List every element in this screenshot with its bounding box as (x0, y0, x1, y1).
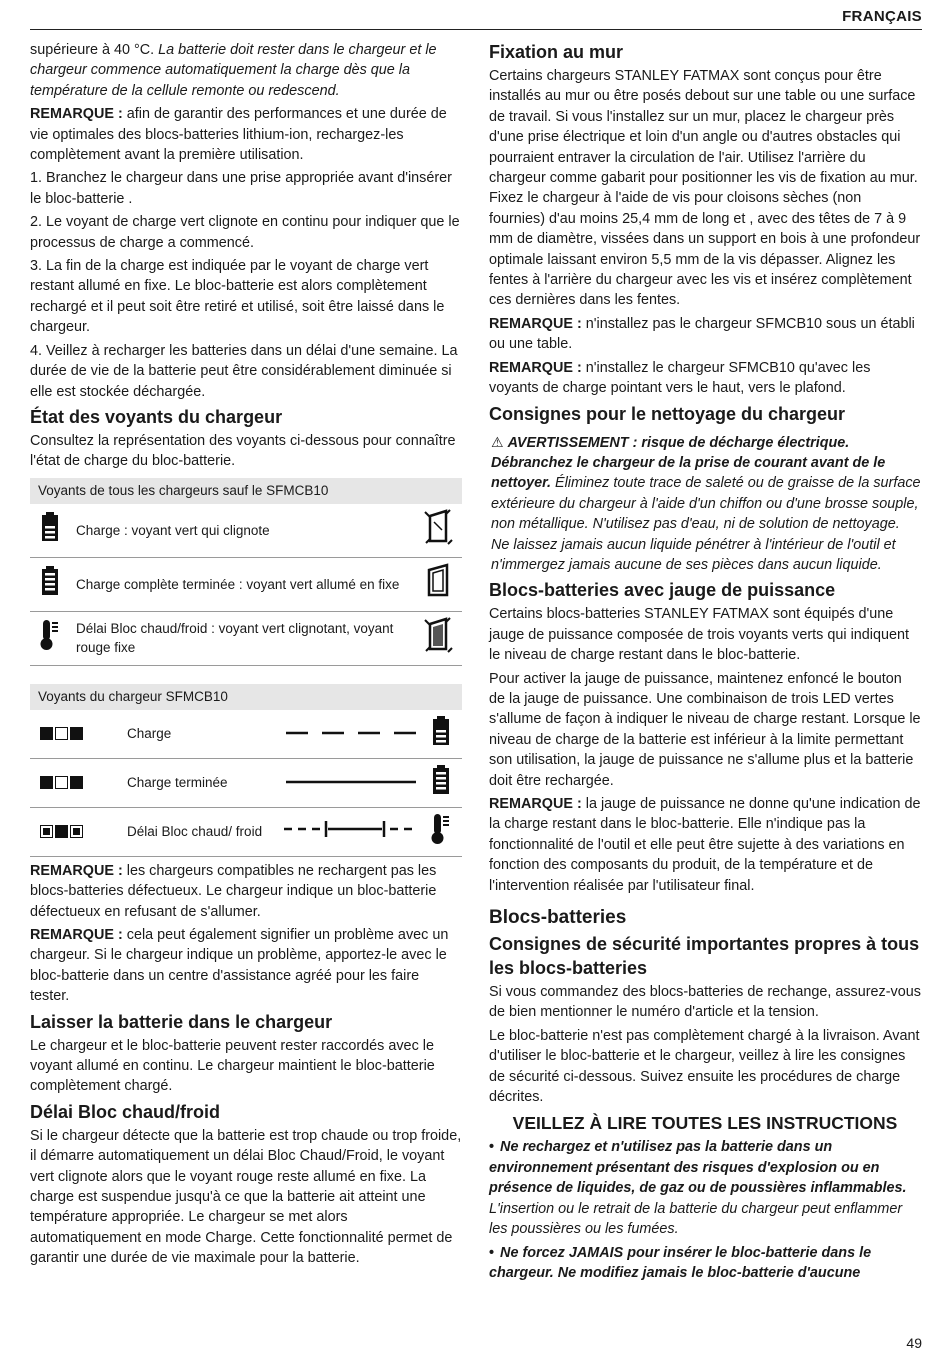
led-on-icon (40, 727, 53, 740)
note-jauge (489, 794, 921, 896)
table-row (30, 557, 462, 611)
note-label: REMARQUE : (489, 359, 582, 376)
table-row (30, 504, 462, 558)
blinking-indicator-icon (414, 504, 462, 558)
paragraph-jauge-2: Pour activer la jauge de puissance, maintenez enfoncé le bouton de la jauge de puissance. Une combinaison de trois LED vertes s'allume de façon à indiquer le niveau de charge restant. Lorsque le niveau de charge de la batterie est inférieur à la limite permettant son utilisation, la jauge de puissance ne s'allume plus et la batterie doit être rechargée. (489, 670, 921, 789)
indicator-table-sfmcb10 (30, 684, 462, 857)
note-orientation (489, 358, 921, 399)
bullet-icon: • (489, 1139, 495, 1156)
warning-nettoyage (489, 432, 921, 576)
heading-jauge-puissance: Blocs-batteries avec jauge de puissance (489, 580, 836, 601)
battery-full-icon (420, 758, 462, 807)
bullet-explosion (489, 1137, 921, 1239)
paragraph-commande: Si vous commandez des blocs-batteries de rechange, assurez-vous de bien mentionner le numéro d'article et la tension. (489, 984, 921, 1021)
heading-veillez-lire: VEILLEZ À LIRE TOUTES LES INSTRUCTIONS (512, 1113, 898, 1134)
led-pattern (30, 758, 121, 807)
note-label: REMARQUE : (489, 796, 582, 812)
heading-delai-chaud-froid: Délai Bloc chaud/froid (30, 1101, 221, 1122)
heading-laisser-batterie: Laisser la batterie dans le chargeur (30, 1011, 333, 1032)
solid-pattern-icon (277, 758, 420, 807)
paragraph-temperature (30, 40, 462, 101)
step-4: 4. Veillez à recharger les batteries dans un délai d'une semaine. La durée de vie de la batterie peut être considérablement diminuée si elle est stockée déchargée. (30, 342, 458, 400)
heading-consignes-securite: Consignes de sécurité importantes propres à tous les blocs-batteries (489, 934, 920, 979)
paragraph-text: supérieure à 40 °C. (30, 42, 159, 58)
battery-charging-icon (420, 710, 462, 759)
heading-fixation-mur: Fixation au mur (489, 42, 624, 62)
note-text: cela peut également signifier un problème avec un chargeur. Si le chargeur indique un problème, apportez-le avec le bloc-batterie dans un centre d'assistance agréé pour les faire tester. (30, 926, 449, 1005)
blinking-indicator-icon (414, 611, 462, 665)
led-on-icon (40, 776, 53, 789)
note-text: la jauge de puissance ne donne qu'une indication de la charge restant dans le bloc-batterie. Elle n'indique pas la fonctionnalité de l'outil et elle peut être sujette à des variations en fonction des composants du produit, de la température et de l'intervention réalisée par l'utilisateur final. (489, 796, 921, 894)
led-on-icon (70, 727, 83, 740)
note-text: afin de garantir des performances et une durée de vie optimales des blocs-batteries lithium-ion, rechargez-les complètement avant la première utilisation. (30, 106, 447, 164)
note-label: REMARQUE : (30, 106, 123, 123)
thermometer-icon (420, 807, 462, 856)
right-column (489, 40, 921, 1286)
table-header: Voyants du chargeur SFMCB10 (30, 684, 462, 710)
indicator-table-all-chargers (30, 478, 462, 666)
bullet-icon: • (489, 1244, 495, 1261)
note-label: REMARQUE : (489, 315, 582, 332)
left-column (30, 40, 462, 1272)
note-label: REMARQUE : (30, 926, 123, 943)
led-off-icon (55, 776, 68, 789)
battery-full-icon (30, 557, 70, 611)
paragraph-livraison: Le bloc-batterie n'est pas complètement chargé à la livraison. Avant d'utiliser le bloc-batterie et le chargeur, veillez à lire les consignes de sécurité ci-dessous. Suivez ensuite les procédures de charge décrites. (489, 1027, 920, 1106)
row-label: Charge : voyant vert qui clignote (70, 504, 414, 558)
row-label: Charge terminée (121, 758, 277, 807)
table-row (30, 807, 462, 856)
bullet-title: Ne rechargez et n'utilisez pas la batterie dans un environnement présentant des risques d'explosion ou en présence de liquides, de gaz ou de poussières inflammables. (489, 1139, 907, 1197)
note-sous-etabli (489, 314, 921, 355)
warning-triangle-icon: ⚠ (491, 433, 504, 450)
led-pattern (30, 807, 121, 856)
paragraph-delai: Si le chargeur détecte que la batterie est trop chaude ou trop froide, il démarre automatiquement un délai Bloc Chaud/Froid, le voyant vert clignote alors que le voyant rouge reste allumé en fixe. La charge est suspendue jusqu'à ce que la batterie ait atteint une température appropriée. Le chargeur se met alors automatiquement en mode Charge. Cette fonctionnalité permet de garantir une durée de vie maximale pour la batterie. (30, 1127, 462, 1267)
note-text: n'installez pas le chargeur SFMCB10 sous un établi ou une table. (489, 315, 915, 353)
bullet-title: Ne forcez JAMAIS pour insérer le bloc-batterie dans le chargeur. Ne modifiez jamais le bloc-batterie d'aucune (489, 1244, 872, 1281)
step-2: 2. Le voyant de charge vert clignote en continu pour indiquer que le processus de charge a commencé. (30, 214, 460, 251)
note-text: les chargeurs compatibles ne rechargent pas les blocs-batteries défectueux. Le chargeur indique un bloc-batterie défectueux en refusant de s'allumer. (30, 862, 437, 920)
step-3: 3. La fin de la charge est indiquée par le voyant de charge vert restant allumé en fixe. Le bloc-batterie est alors complètement rechargé et il peut soit être retiré et utilisé, soit être laissé dans le chargeur. (30, 258, 445, 336)
table-row (30, 710, 462, 759)
row-label: Délai Bloc chaud/froid : voyant vert clignotant, voyant rouge fixe (70, 611, 414, 665)
row-label: Charge complète terminée : voyant vert allumé en fixe (70, 557, 414, 611)
row-label: Charge (121, 710, 277, 759)
note-text: n'installez le chargeur SFMCB10 qu'avec les voyants de charge pointant vers le haut, vers le plafond. (489, 359, 871, 397)
heading-nettoyage: Consignes pour le nettoyage du chargeur (489, 403, 846, 424)
solid-indicator-icon (414, 557, 462, 611)
paragraph-laisser: Le chargeur et le bloc-batterie peuvent rester raccordés avec le voyant allumé en continu. Le chargeur maintient le bloc-batterie complètement chargé. (30, 1037, 435, 1095)
note-defective (30, 861, 462, 922)
table-row (30, 611, 462, 665)
dashed-pattern-icon (277, 710, 420, 759)
note-first-use (30, 104, 462, 165)
bullet-forcer (489, 1243, 921, 1284)
paragraph-etat: Consultez la représentation des voyants ci-dessous pour connaître l'état de charge du bloc-batterie. (30, 432, 456, 470)
heading-etat-voyants: État des voyants du chargeur (30, 406, 283, 427)
bullet-text: L'insertion ou le retrait de la batterie du chargeur peut enflammer les poussières ou les fumées. (489, 1200, 903, 1238)
table-row (30, 758, 462, 807)
row-label: Délai Bloc chaud/ froid (121, 807, 277, 856)
led-pattern (30, 710, 121, 759)
language-label: FRANÇAIS (842, 8, 922, 25)
led-frame-icon (70, 825, 83, 838)
header-rule (30, 29, 922, 30)
page-number: 49 (906, 1335, 922, 1351)
note-label: REMARQUE : (30, 862, 123, 879)
paragraph-jauge-1: Certains blocs-batteries STANLEY FATMAX sont équipés d'une jauge de puissance composée de trois voyants verts qui indiquent le niveau de charge restant dans le bloc-batterie. (489, 606, 909, 664)
led-frame-icon (40, 825, 53, 838)
note-charger-problem (30, 925, 462, 1007)
paragraph-fixation: Certains chargeurs STANLEY FATMAX sont conçus pour être installés au mur ou être posés debout sur une table ou une surface de travail. Si vous l'installez sur un mur, placez le chargeur près d'une prise électrique et loin d'un angle ou d'autres obstacles qui pourraient entraver la circulation de l'air. Utilisez l'arrière du chargeur comme gabarit pour positionner les vis de fixation au mur. Fixez le chargeur à l'aide de vis pour cloisons sèches (non fournies) d'au moins 25,4 mm de long et , avec des têtes de 7 à 9 mm de diamètre, vissées dans un support en bois à une profondeur optimale laissant environ 5,5 mm de la vis dépasser. Alignez les fentes à l'arrière du chargeur avec les vis et insérez complètement ces dernières dans les fentes. (489, 68, 921, 309)
battery-charging-icon (30, 504, 70, 558)
heading-blocs-batteries: Blocs-batteries (489, 907, 627, 929)
mixed-pattern-icon (277, 807, 420, 856)
warning-text: Éliminez toute trace de saleté ou de graisse de la surface extérieure du chargeur à l'aide d'un chiffon ou d'une brosse souple, non métallique. N'utilisez pas d'eau, ni de solution de nettoyage. Ne laissez jamais aucun liquide pénétrer à l'intérieur de l'outil et n'immergez jamais aucune de ses pièces dans aucun liquide. (491, 475, 921, 573)
table-header: Voyants de tous les chargeurs sauf le SFMCB10 (30, 478, 462, 504)
thermometer-icon (30, 611, 70, 665)
paragraph-italic-text: La batterie doit rester dans le chargeur et le chargeur commence automatiquement la charge dès que la température de la cellule remonte ou redescend. (30, 42, 437, 99)
led-on-icon (70, 776, 83, 789)
led-on-icon (55, 825, 68, 838)
warning-title: AVERTISSEMENT : risque de décharge électrique. Débranchez le chargeur de la prise de courant avant de le nettoyer. (491, 434, 886, 492)
step-1: 1. Branchez le chargeur dans une prise appropriée avant d'insérer le bloc-batterie . (30, 170, 452, 207)
led-off-icon (55, 727, 68, 740)
